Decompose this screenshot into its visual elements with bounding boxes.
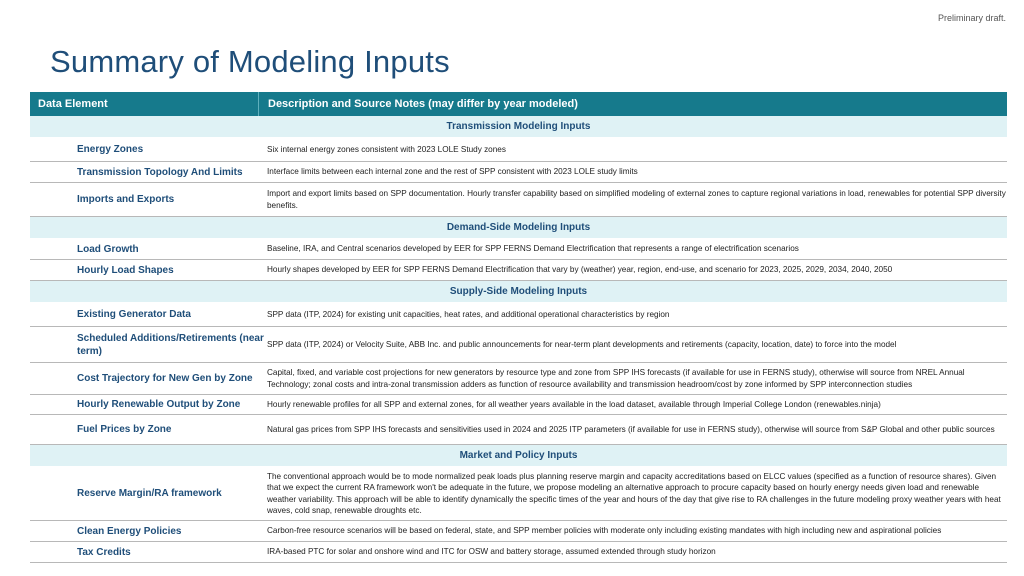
table-row — [30, 162, 1007, 183]
row-element: Hourly Renewable Output by Zone — [77, 399, 241, 410]
table-row — [30, 327, 1007, 363]
modeling-inputs-table — [30, 92, 1007, 563]
section-market-policy: Market and Policy Inputs — [30, 445, 1007, 467]
table-row — [30, 395, 1007, 415]
table-row — [30, 303, 1007, 327]
row-description: The conventional approach would be to mode normalized peak loads plus planning reserve margin and capacity accreditations based on ELCC values (specified as a function of resource shares). Given that we expect the current RA framework won't be adequate in the future, we propose modeling an alternative approach to procure capacity based on hourly energy needs given load and renewable weather variability. This approach will be able to identify dynamically the specific times of the year and hours of the day that give rise to RA challenges in the future modeling proxy weather years with heat waves, cold snap, renewable droughts etc. — [267, 471, 1001, 515]
row-description: Hourly renewable profiles for all SPP and external zones, for all weather years available in the load dataset, available through Imperial College London (renewables.ninja) — [267, 399, 881, 409]
row-description: SPP data (ITP, 2024) or Velocity Suite, ABB Inc. and public announcements for near-term plant developments and retirements (capacity, location, date) to force into the model — [267, 339, 897, 349]
row-description: Hourly shapes developed by EER for SPP FERNS Demand Electrification that vary by (weather) year, region, end-use, and scenario for 2023, 2025, 2029, 2034, 2040, 2050 — [267, 265, 893, 275]
table-header — [30, 92, 1007, 116]
row-element: Load Growth — [77, 243, 139, 255]
table-row — [30, 239, 1007, 260]
section-transmission: Transmission Modeling Inputs — [30, 116, 1007, 138]
header-data-element: Data Element — [38, 98, 108, 110]
row-element: Scheduled Additions/Retirements (near term) — [77, 332, 264, 357]
row-element: Tax Credits — [77, 546, 131, 558]
table-row — [30, 415, 1007, 445]
row-description: Interface limits between each internal zone and the rest of SPP consistent with 2023 LOLE study limits — [267, 167, 638, 177]
table-row — [30, 542, 1007, 563]
table-row — [30, 260, 1007, 281]
row-element: Reserve Margin/RA framework — [77, 488, 222, 499]
row-description: Natural gas prices from SPP IHS forecasts and sensitivities used in 2024 and 2025 ITP parameters (if available for use in FERNS study), otherwise will source from S&P Global and other public sources — [267, 424, 995, 434]
row-element: Fuel Prices by Zone — [77, 424, 172, 435]
header-description: Description and Source Notes (may differ by year modeled) — [258, 92, 1007, 116]
row-description: IRA-based PTC for solar and onshore wind and ITC for OSW and battery storage, assumed extended through study horizon — [267, 547, 716, 557]
row-element: Imports and Exports — [77, 194, 175, 205]
draft-label: Preliminary draft. — [937, 13, 1006, 23]
row-description: Import and export limits based on SPP documentation. Hourly transfer capability based on simplified modeling of external zones to capture regional variations in load, renewables for potential SPP diversity benefits. — [267, 189, 1006, 210]
row-element: Clean Energy Policies — [77, 525, 182, 537]
table-row — [30, 521, 1007, 542]
page-title: Summary of Modeling Inputs — [50, 44, 450, 79]
table-row — [30, 467, 1007, 521]
row-element: Energy Zones — [77, 144, 144, 155]
table-row — [30, 363, 1007, 395]
row-element: Cost Trajectory for New Gen by Zone — [77, 373, 253, 384]
section-supply-side: Supply-Side Modeling Inputs — [30, 281, 1007, 303]
row-element: Transmission Topology And Limits — [77, 166, 243, 178]
row-element: Existing Generator Data — [77, 309, 191, 320]
table-row — [30, 183, 1007, 217]
table-row — [30, 138, 1007, 162]
row-description: Baseline, IRA, and Central scenarios developed by EER for SPP FERNS Demand Electrification that represents a range of electrification scenarios — [267, 244, 799, 254]
section-demand-side: Demand-Side Modeling Inputs — [30, 217, 1007, 239]
row-description: Capital, fixed, and variable cost projections for new generators by resource type and zone from SPP IHS forecasts (if available for use in FERNS study), otherwise will source from NREL Annual Technology; zonal costs and intra-zonal transmission adders as function of resource availability and transmission headroom/cost by zone informed by SPP interconnection studies — [267, 368, 965, 389]
row-element: Hourly Load Shapes — [77, 264, 174, 276]
row-description: SPP data (ITP, 2024) for existing unit capacities, heat rates, and additional operational characteristics by region — [267, 309, 670, 319]
row-description: Carbon-free resource scenarios will be based on federal, state, and SPP member policies with moderate only including existing mandates with high including new and aspirational policies — [267, 526, 942, 536]
row-description: Six internal energy zones consistent with 2023 LOLE Study zones — [267, 144, 506, 154]
